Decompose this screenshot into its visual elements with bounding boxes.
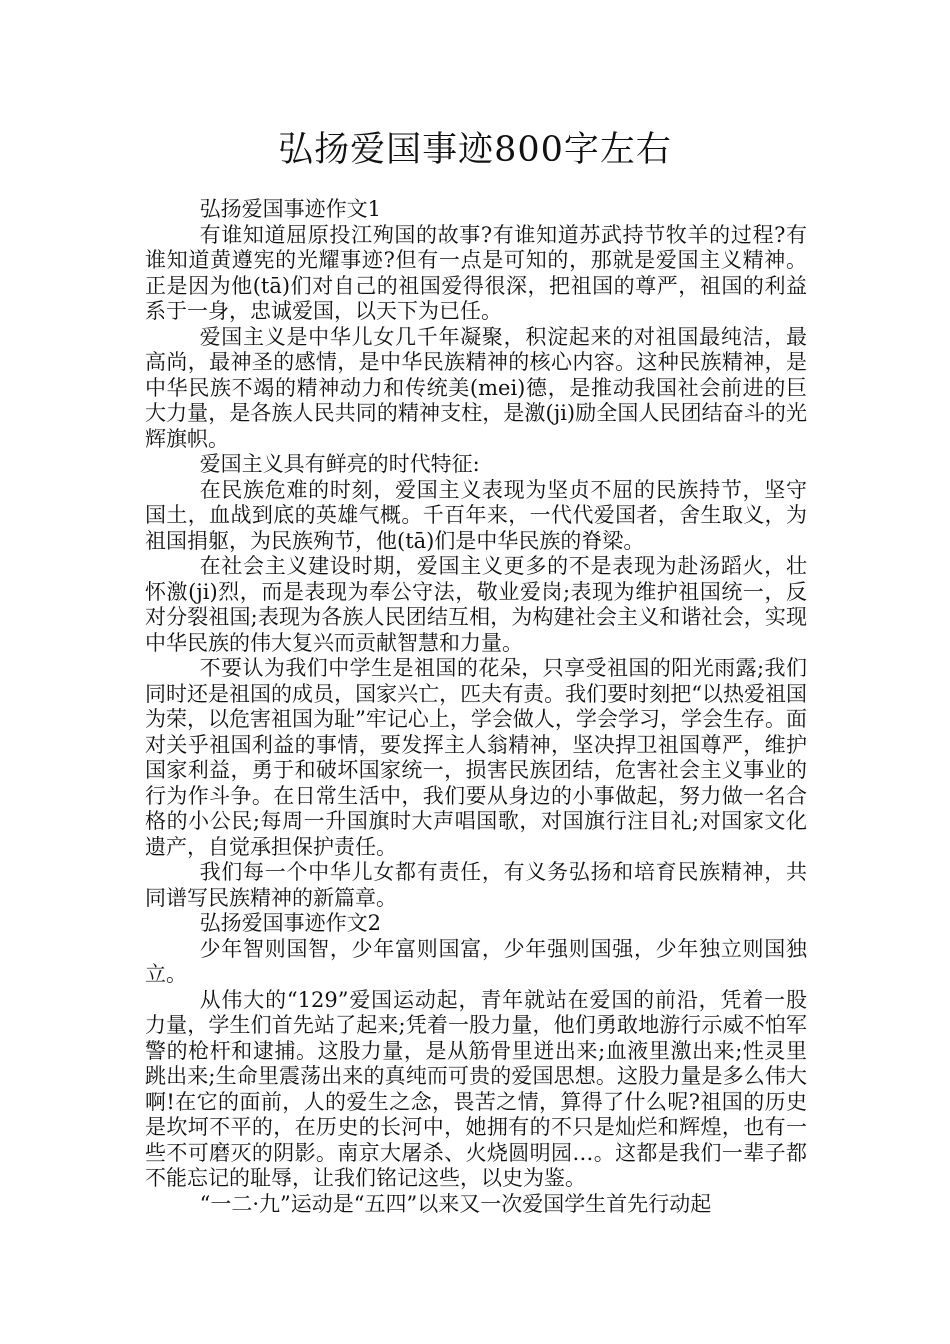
paragraph: 有谁知道屈原投江殉国的故事?有谁知道苏武持节牧羊的过程?有谁知道黄遵宪的光耀事迹?但有一点是可知的，那就是爱国主义精神。正是因为他(tā)们对自己的祖国爱得很深，把祖国的尊严，祖国的利益系于一身，忠诚爱国，以天下为已任。 — [145, 222, 807, 323]
section-heading: 弘扬爱国事迹作文2 — [199, 911, 381, 935]
paragraph: 少年智则国智，少年富则国富，少年强则国强，少年独立则国独立。 — [145, 936, 807, 986]
paragraph: 爱国主义具有鲜亮的时代特征: — [199, 452, 480, 476]
document-title: 弘扬爱国事迹800字左右 — [278, 130, 672, 170]
paragraph: 在民族危难的时刻，爱国主义表现为坚贞不屈的民族持节，坚守国土，血战到底的英雄气概。千百年来，一代代爱国者，舍生取义，为祖国捐躯，为民族殉节，他(tā)们是中华民族的脊梁。 — [145, 477, 807, 553]
paragraph: “一二·九”运动是“五四”以来又一次爱国学生首先行动起 — [199, 1191, 712, 1216]
paragraph: 爱国主义是中华儿女几千年凝聚，积淀起来的对祖国最纯洁，最高尚，最神圣的感情，是中华民族精神的核心内容。这种民族精神，是中华民族不竭的精神动力和传统美(mei)德，是推动我国社会前进的巨大力量，是各族人民共同的精神支柱，是激(ji)励全国人民团结奋斗的光辉旗帜。 — [145, 324, 807, 451]
paragraph: 从伟大的“129”爱国运动起，青年就站在爱国的前沿，凭着一股力量，学生们首先站了起来;凭着一股力量，他们勇敢地游行示威不怕军警的枪杆和逮捕。这股力量，是从筋骨里迸出来;血液里激出来;性灵里跳出来;生命里震荡出来的真纯而可贵的爱国思想。这股力量是多么伟大啊!在它的面前，人的爱生之念，畏苦之情，算得了什么呢?祖国的历史是坎坷不平的，在历史的长河中，她拥有的不只是灿烂和辉煌，也有一些不可磨灭的阴影。南京大屠杀、火烧圆明园…。这都是我们一辈子都不能忘记的耻辱，让我们铭记这些，以史为鉴。 — [145, 987, 807, 1190]
document-body — [145, 197, 807, 1217]
paragraph: 不要认为我们中学生是祖国的花朵，只享受祖国的阳光雨露;我们同时还是祖国的成员，国家兴亡，匹夫有责。我们要时刻把“以热爱祖国为荣，以危害祖国为耻”牢记心上，学会做人，学会学习，学会生存。面对关乎祖国利益的事情，要发挥主人翁精神，坚决捍卫祖国尊严，维护国家利益，勇于和破坏国家统一，损害民族团结，危害社会主义事业的行为作斗争。在日常生活中，我们要从身边的小事做起，努力做一名合格的小公民;每周一升国旗时大声唱国歌，对国旗行注目礼;对国家文化遗产，自觉承担保护责任。 — [145, 656, 807, 859]
paragraph: 在社会主义建设时期，爱国主义更多的不是表现为赴汤蹈火，壮怀激(ji)烈，而是表现为奉公守法，敬业爱岗;表现为维护祖国统一，反对分裂祖国;表现为各族人民团结互相，为构建社会主义和谐社会，实现中华民族的伟大复兴而贡献智慧和力量。 — [145, 554, 807, 655]
section-heading: 弘扬爱国事迹作文1 — [199, 197, 381, 221]
paragraph: 我们每一个中华儿女都有责任，有义务弘扬和培育民族精神，共同谱写民族精神的新篇章。 — [145, 860, 807, 910]
